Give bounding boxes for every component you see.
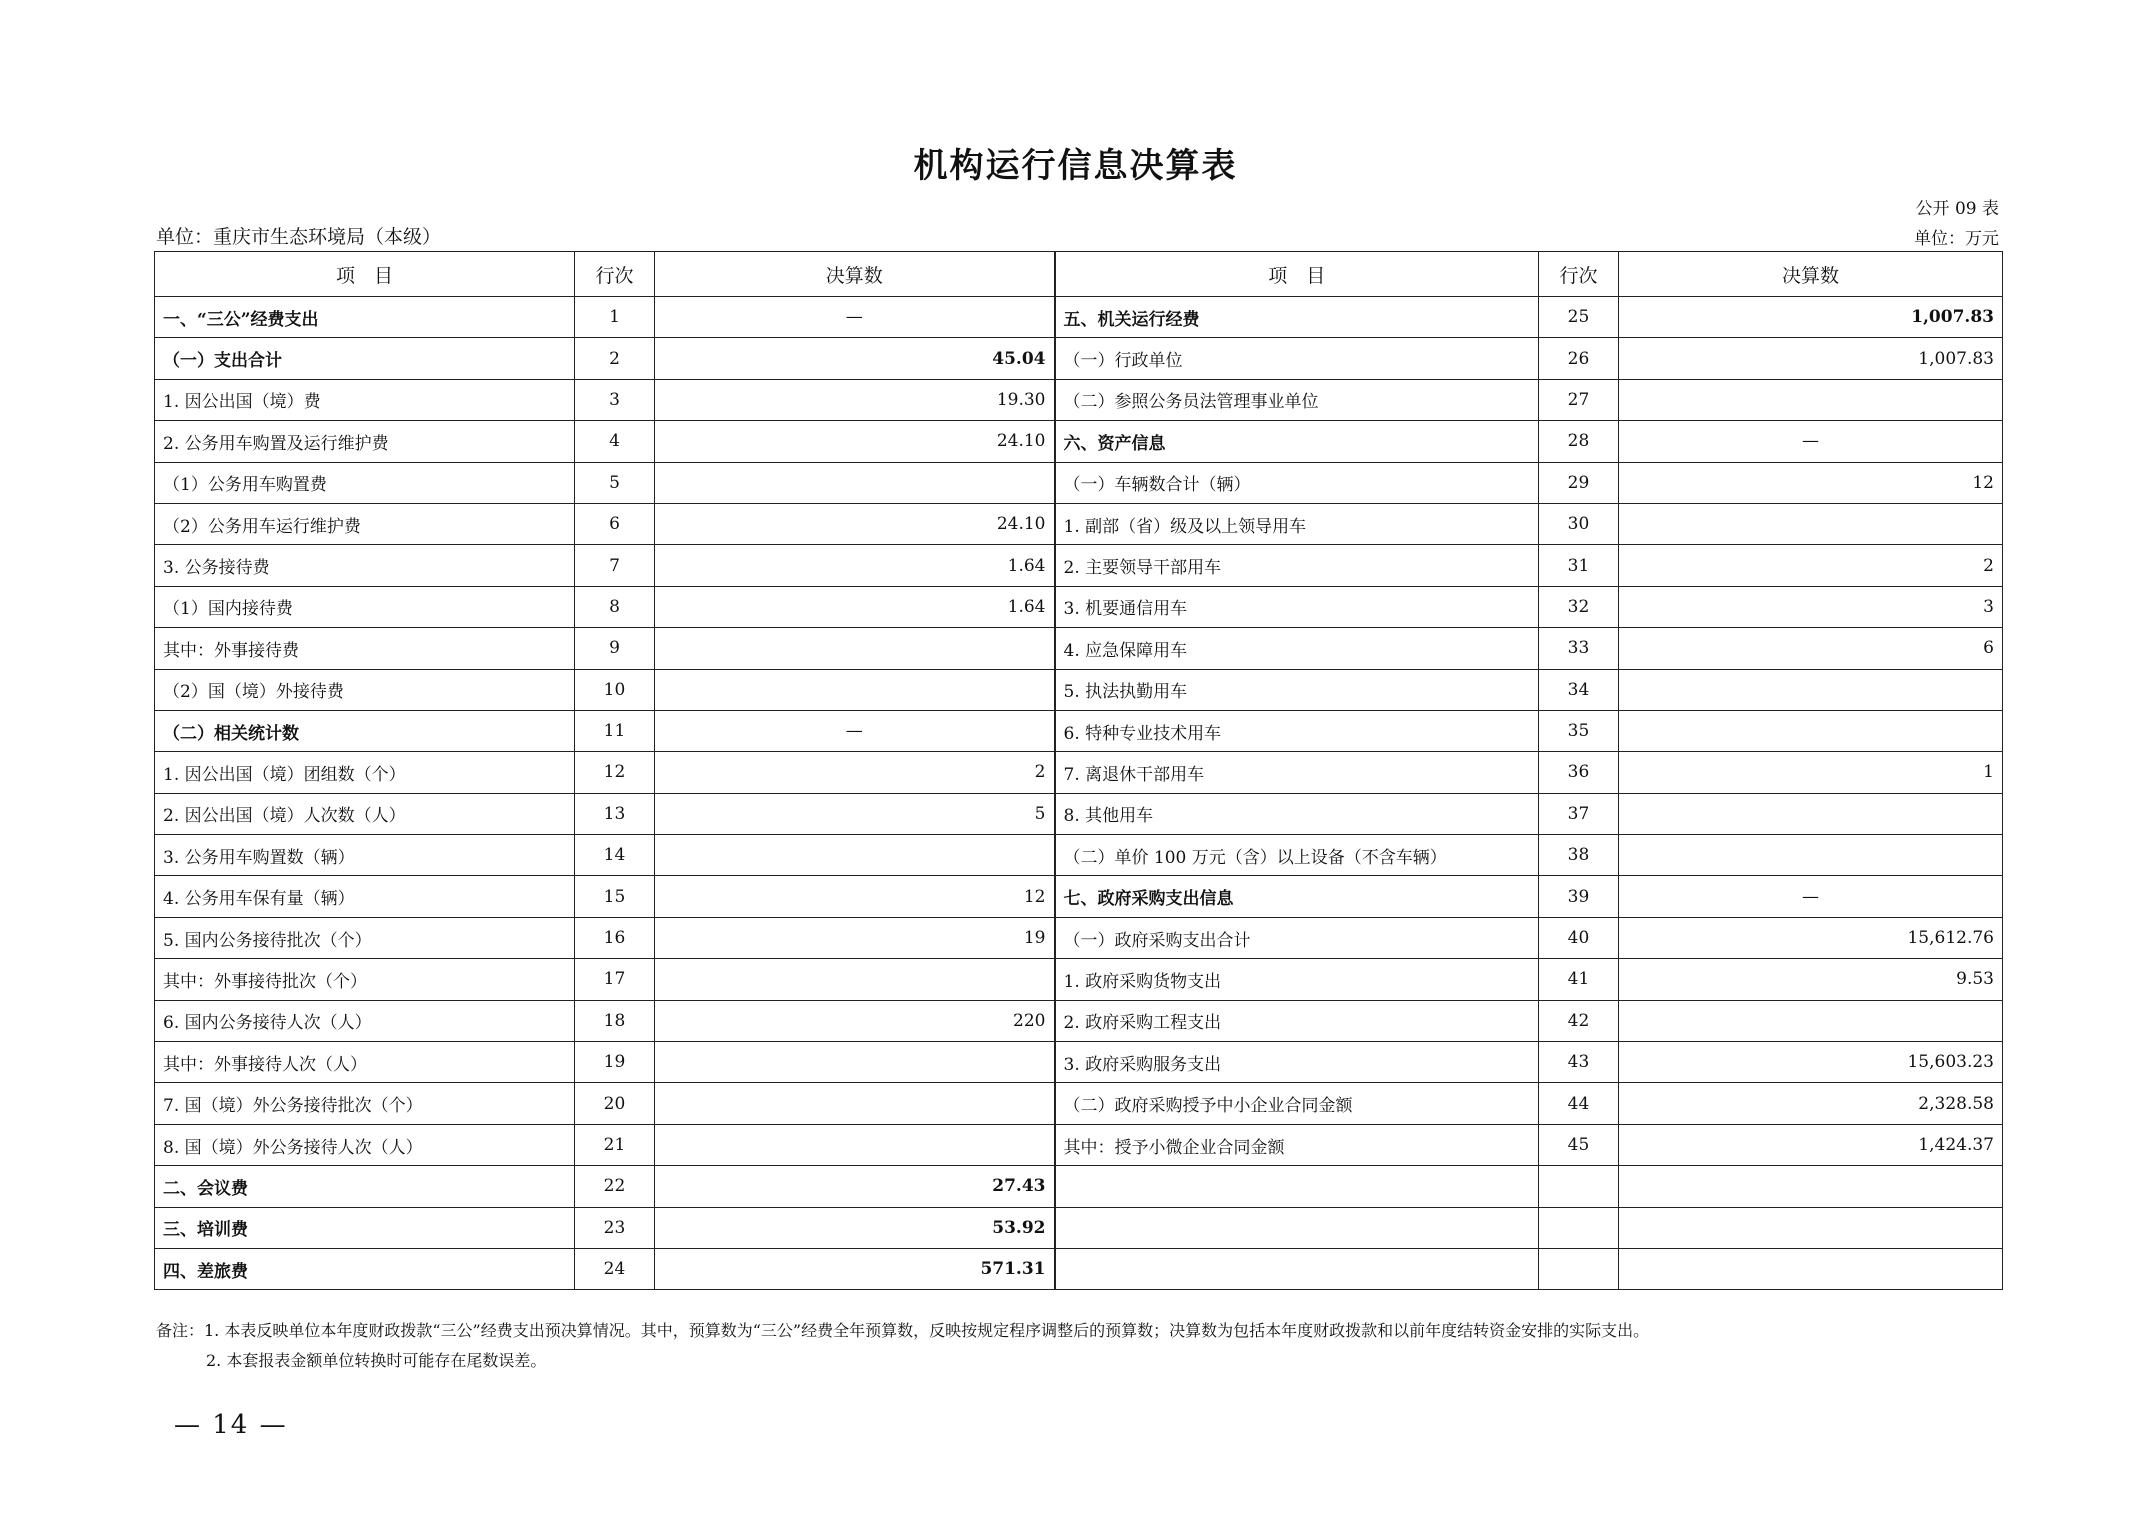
item-label-right: 1. 政府采购货物支出 — [1055, 959, 1539, 1000]
item-label-right: 3. 机要通信用车 — [1055, 586, 1539, 627]
item-label-right: 六、资产信息 — [1055, 421, 1539, 462]
table-row — [155, 586, 2003, 627]
item-label-right — [1055, 1166, 1539, 1207]
table-row — [155, 876, 2003, 917]
row-number-left: 2 — [575, 338, 655, 379]
row-number-left: 20 — [575, 1083, 655, 1124]
row-number-left: 15 — [575, 876, 655, 917]
amount-left: 24.10 — [655, 503, 1055, 544]
table-row — [155, 1083, 2003, 1124]
header-amount-left: 决算数 — [655, 252, 1055, 297]
item-label-left: （2）公务用车运行维护费 — [155, 503, 575, 544]
item-label-right — [1055, 1248, 1539, 1289]
table-row — [155, 669, 2003, 710]
amount-left — [655, 1042, 1055, 1083]
item-label-right: （二）单价 100 万元（含）以上设备（不含车辆） — [1055, 835, 1539, 876]
table-row — [155, 1042, 2003, 1083]
item-label-left: 其中：外事接待费 — [155, 628, 575, 669]
amount-left: 53.92 — [655, 1207, 1055, 1248]
amount-right: 9.53 — [1619, 959, 2003, 1000]
row-number-left: 11 — [575, 710, 655, 751]
table-row — [155, 1000, 2003, 1041]
row-number-right: 37 — [1539, 793, 1619, 834]
table-row — [155, 628, 2003, 669]
item-label-right: 7. 离退休干部用车 — [1055, 752, 1539, 793]
amount-right: — — [1619, 421, 2003, 462]
row-number-right: 31 — [1539, 545, 1619, 586]
amount-right: 1,424.37 — [1619, 1124, 2003, 1165]
row-number-left: 18 — [575, 1000, 655, 1041]
row-number-right — [1539, 1166, 1619, 1207]
row-number-left: 8 — [575, 586, 655, 627]
item-label-right: 1. 副部（省）级及以上领导用车 — [1055, 503, 1539, 544]
amount-left: — — [655, 297, 1055, 338]
amount-right: 1,007.83 — [1619, 338, 2003, 379]
item-label-left: 1. 因公出国（境）费 — [155, 379, 575, 420]
item-label-right: （一）政府采购支出合计 — [1055, 917, 1539, 958]
amount-right — [1619, 1166, 2003, 1207]
row-number-right: 26 — [1539, 338, 1619, 379]
header-row-right: 行次 — [1539, 252, 1619, 297]
table-row — [155, 1124, 2003, 1165]
table-row — [155, 545, 2003, 586]
item-label-right: 2. 政府采购工程支出 — [1055, 1000, 1539, 1041]
table-row — [155, 835, 2003, 876]
row-number-right: 33 — [1539, 628, 1619, 669]
row-number-left: 21 — [575, 1124, 655, 1165]
note-1: 备注：1. 本表反映单位本年度财政拨款“三公”经费支出预决算情况。其中，预算数为“三公”经费全年预算数，反映按规定程序调整后的预算数；决算数为包括本年度财政拨款和以前年度结转资金安排的实际支出。 — [156, 1321, 1650, 1340]
amount-left — [655, 1124, 1055, 1165]
amount-left — [655, 462, 1055, 503]
header-item-left: 项 目 — [155, 252, 575, 297]
table-row — [155, 959, 2003, 1000]
amount-right: 1 — [1619, 752, 2003, 793]
row-number-left: 7 — [575, 545, 655, 586]
item-label-left: 3. 公务接待费 — [155, 545, 575, 586]
item-label-right: 3. 政府采购服务支出 — [1055, 1042, 1539, 1083]
table-row — [155, 752, 2003, 793]
amount-left — [655, 835, 1055, 876]
amount-right — [1619, 1000, 2003, 1041]
amount-right: 2,328.58 — [1619, 1083, 2003, 1124]
table-row — [155, 917, 2003, 958]
amount-right: 1,007.83 — [1619, 297, 2003, 338]
item-label-left: 其中：外事接待批次（个） — [155, 959, 575, 1000]
item-label-left: 二、会议费 — [155, 1166, 575, 1207]
item-label-left: 2. 因公出国（境）人次数（人） — [155, 793, 575, 834]
item-label-right — [1055, 1207, 1539, 1248]
row-number-right: 32 — [1539, 586, 1619, 627]
amount-right: 15,603.23 — [1619, 1042, 2003, 1083]
amount-right: — — [1619, 876, 2003, 917]
row-number-left: 13 — [575, 793, 655, 834]
table-row — [155, 338, 2003, 379]
amount-right — [1619, 379, 2003, 420]
item-label-left: 5. 国内公务接待批次（个） — [155, 917, 575, 958]
item-label-left: 一、“三公”经费支出 — [155, 297, 575, 338]
amount-left: 27.43 — [655, 1166, 1055, 1207]
row-number-right: 28 — [1539, 421, 1619, 462]
budget-table — [154, 251, 2003, 1290]
row-number-left: 4 — [575, 421, 655, 462]
header-item-right: 项 目 — [1055, 252, 1539, 297]
row-number-left: 5 — [575, 462, 655, 503]
page-title: 机构运行信息决算表 — [913, 146, 1238, 186]
row-number-left: 1 — [575, 297, 655, 338]
page-number: — 14 — — [174, 1410, 288, 1440]
table-row — [155, 503, 2003, 544]
item-label-left: （二）相关统计数 — [155, 710, 575, 751]
amount-left — [655, 628, 1055, 669]
item-label-left: （1）公务用车购置费 — [155, 462, 575, 503]
row-number-right — [1539, 1207, 1619, 1248]
amount-left — [655, 669, 1055, 710]
row-number-right: 30 — [1539, 503, 1619, 544]
reporting-unit: 单位：重庆市生态环境局（本级） — [156, 226, 442, 248]
item-label-left: 7. 国（境）外公务接待批次（个） — [155, 1083, 575, 1124]
table-row — [155, 297, 2003, 338]
form-code: 公开 09 表 — [1915, 199, 1999, 219]
currency-unit: 单位：万元 — [1914, 229, 1999, 249]
item-label-left: 2. 公务用车购置及运行维护费 — [155, 421, 575, 462]
amount-right — [1619, 669, 2003, 710]
item-label-right: （一）车辆数合计（辆） — [1055, 462, 1539, 503]
item-label-left: 四、差旅费 — [155, 1248, 575, 1289]
row-number-left: 19 — [575, 1042, 655, 1083]
amount-left: — — [655, 710, 1055, 751]
row-number-right: 43 — [1539, 1042, 1619, 1083]
item-label-left: （2）国（境）外接待费 — [155, 669, 575, 710]
item-label-left: 3. 公务用车购置数（辆） — [155, 835, 575, 876]
row-number-left: 3 — [575, 379, 655, 420]
row-number-right: 44 — [1539, 1083, 1619, 1124]
amount-right: 3 — [1619, 586, 2003, 627]
item-label-right: 五、机关运行经费 — [1055, 297, 1539, 338]
row-number-right: 40 — [1539, 917, 1619, 958]
amount-left: 5 — [655, 793, 1055, 834]
table-row — [155, 1248, 2003, 1289]
row-number-right: 29 — [1539, 462, 1619, 503]
row-number-right: 25 — [1539, 297, 1619, 338]
row-number-left: 9 — [575, 628, 655, 669]
item-label-right: 2. 主要领导干部用车 — [1055, 545, 1539, 586]
amount-right: 15,612.76 — [1619, 917, 2003, 958]
item-label-right: 七、政府采购支出信息 — [1055, 876, 1539, 917]
table-row — [155, 421, 2003, 462]
row-number-left: 22 — [575, 1166, 655, 1207]
note-2: 2. 本套报表金额单位转换时可能存在尾数误差。 — [206, 1351, 547, 1370]
table-row — [155, 462, 2003, 503]
amount-left — [655, 1083, 1055, 1124]
amount-left: 1.64 — [655, 586, 1055, 627]
row-number-left: 17 — [575, 959, 655, 1000]
amount-right: 12 — [1619, 462, 2003, 503]
row-number-right: 42 — [1539, 1000, 1619, 1041]
item-label-left: （一）支出合计 — [155, 338, 575, 379]
row-number-right: 35 — [1539, 710, 1619, 751]
item-label-right: 4. 应急保障用车 — [1055, 628, 1539, 669]
amount-left: 45.04 — [655, 338, 1055, 379]
item-label-left: 1. 因公出国（境）团组数（个） — [155, 752, 575, 793]
item-label-right: （二）参照公务员法管理事业单位 — [1055, 379, 1539, 420]
amount-right: 2 — [1619, 545, 2003, 586]
table-row — [155, 1207, 2003, 1248]
amount-left: 19.30 — [655, 379, 1055, 420]
item-label-left: 三、培训费 — [155, 1207, 575, 1248]
row-number-left: 12 — [575, 752, 655, 793]
row-number-left: 14 — [575, 835, 655, 876]
amount-left: 12 — [655, 876, 1055, 917]
table-row — [155, 710, 2003, 751]
item-label-right: 其中：授予小微企业合同金额 — [1055, 1124, 1539, 1165]
row-number-right: 41 — [1539, 959, 1619, 1000]
row-number-right: 45 — [1539, 1124, 1619, 1165]
item-label-right: （二）政府采购授予中小企业合同金额 — [1055, 1083, 1539, 1124]
item-label-left: 6. 国内公务接待人次（人） — [155, 1000, 575, 1041]
header-amount-right: 决算数 — [1619, 252, 2003, 297]
amount-right — [1619, 1248, 2003, 1289]
item-label-right: （一）行政单位 — [1055, 338, 1539, 379]
amount-left: 1.64 — [655, 545, 1055, 586]
amount-left: 19 — [655, 917, 1055, 958]
row-number-left: 6 — [575, 503, 655, 544]
row-number-right: 39 — [1539, 876, 1619, 917]
header-row-left: 行次 — [575, 252, 655, 297]
amount-right — [1619, 710, 2003, 751]
table-row — [155, 1166, 2003, 1207]
amount-left: 2 — [655, 752, 1055, 793]
amount-right — [1619, 1207, 2003, 1248]
row-number-right: 38 — [1539, 835, 1619, 876]
item-label-left: 8. 国（境）外公务接待人次（人） — [155, 1124, 575, 1165]
amount-right — [1619, 835, 2003, 876]
amount-right — [1619, 793, 2003, 834]
row-number-left: 16 — [575, 917, 655, 958]
amount-left: 220 — [655, 1000, 1055, 1041]
amount-left: 24.10 — [655, 421, 1055, 462]
amount-left — [655, 959, 1055, 1000]
row-number-left: 24 — [575, 1248, 655, 1289]
item-label-right: 5. 执法执勤用车 — [1055, 669, 1539, 710]
notes — [156, 1316, 1649, 1376]
row-number-right — [1539, 1248, 1619, 1289]
amount-left: 571.31 — [655, 1248, 1055, 1289]
table-row — [155, 379, 2003, 420]
row-number-right: 34 — [1539, 669, 1619, 710]
item-label-left: （1）国内接待费 — [155, 586, 575, 627]
item-label-right: 6. 特种专业技术用车 — [1055, 710, 1539, 751]
item-label-right: 8. 其他用车 — [1055, 793, 1539, 834]
amount-right: 6 — [1619, 628, 2003, 669]
table-row — [155, 793, 2003, 834]
row-number-right: 27 — [1539, 379, 1619, 420]
item-label-left: 其中：外事接待人次（人） — [155, 1042, 575, 1083]
amount-right — [1619, 503, 2003, 544]
row-number-left: 10 — [575, 669, 655, 710]
row-number-left: 23 — [575, 1207, 655, 1248]
row-number-right: 36 — [1539, 752, 1619, 793]
item-label-left: 4. 公务用车保有量（辆） — [155, 876, 575, 917]
table-header-row — [155, 252, 2003, 297]
